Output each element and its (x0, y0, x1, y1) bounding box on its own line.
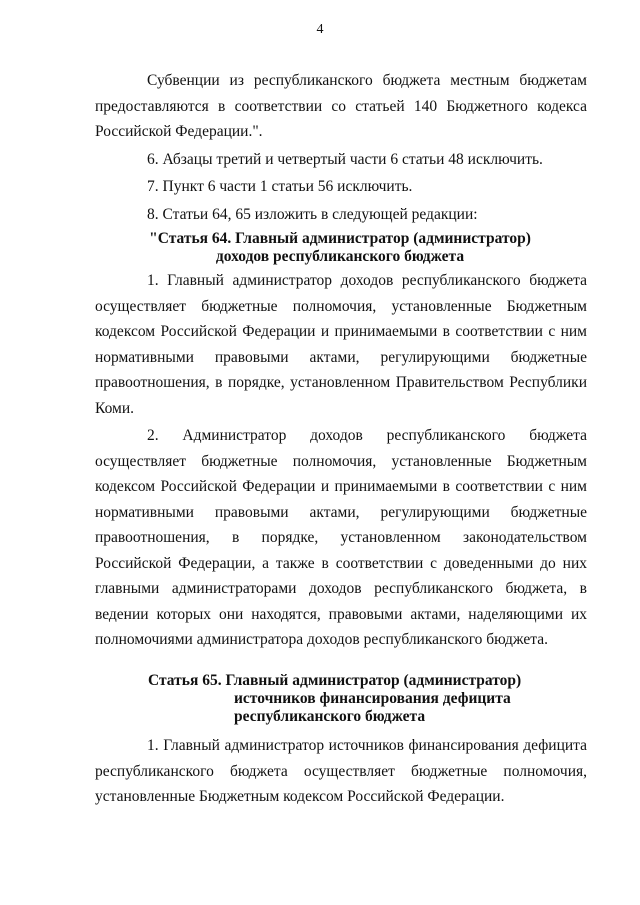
intro-paragraphs (95, 68, 587, 227)
article-64-heading (140, 230, 540, 266)
paragraph-subventions: Субвенции из республиканского бюджета местным бюджетам предоставляются в соответствии со статьей 140 Бюджетного кодекса Российской Федерации.". (95, 72, 587, 140)
article-65-body (95, 733, 587, 810)
article-64-heading-line2: доходов республиканского бюджета (215, 248, 465, 265)
page-number: 4 (316, 22, 324, 37)
article-65-heading (148, 672, 548, 726)
article-65-heading-line1: Статья 65. Главный администратор (администратор) (148, 672, 522, 689)
article-64-paragraph-1: 1. Главный администратор доходов республиканского бюджета осуществляет бюджетные полномочия, установленные Бюджетным кодексом Российской Федерации и принимаемыми в соответствии с ним нормативными правовыми актами, регулирующими бюджетные правоотношения, в порядке, установленном Правительством Республики Коми. (95, 272, 587, 417)
article-64-paragraph-2: 2. Администратор доходов республиканского бюджета осуществляет бюджетные полномочия, установленные Бюджетным кодексом Российской Федерации и принимаемыми в соответствии с ним нормативными правовыми актами, регулирующими бюджетные правоотношения, в порядке, установленном законодательством Российской Федерации, а также в соответствии с доведенными до них главными администраторами доходов республиканского бюджета, в ведении которых они находятся, правовыми актами, наделяющими их полномочиями администратора доходов республиканского бюджета. (95, 427, 587, 648)
article-65-heading-line3: республиканского бюджета (234, 708, 426, 725)
paragraph-item-8: 8. Статьи 64, 65 изложить в следующей редакции: (147, 205, 478, 223)
article-65-heading-line2: источников финансирования дефицита (234, 690, 511, 707)
article-64-body (95, 268, 587, 653)
article-65-paragraph-1: 1. Главный администратор источников финансирования дефицита республиканского бюджета осуществляет бюджетные полномочия, установленные Бюджетным кодексом Российской Федерации. (95, 737, 587, 805)
article-64-heading-line1: "Статья 64. Главный администратор (администратор) (149, 230, 531, 247)
paragraph-item-7: 7. Пункт 6 части 1 статьи 56 исключить. (147, 178, 413, 195)
paragraph-item-6: 6. Абзацы третий и четвертый части 6 статьи 48 исключить. (147, 150, 543, 168)
